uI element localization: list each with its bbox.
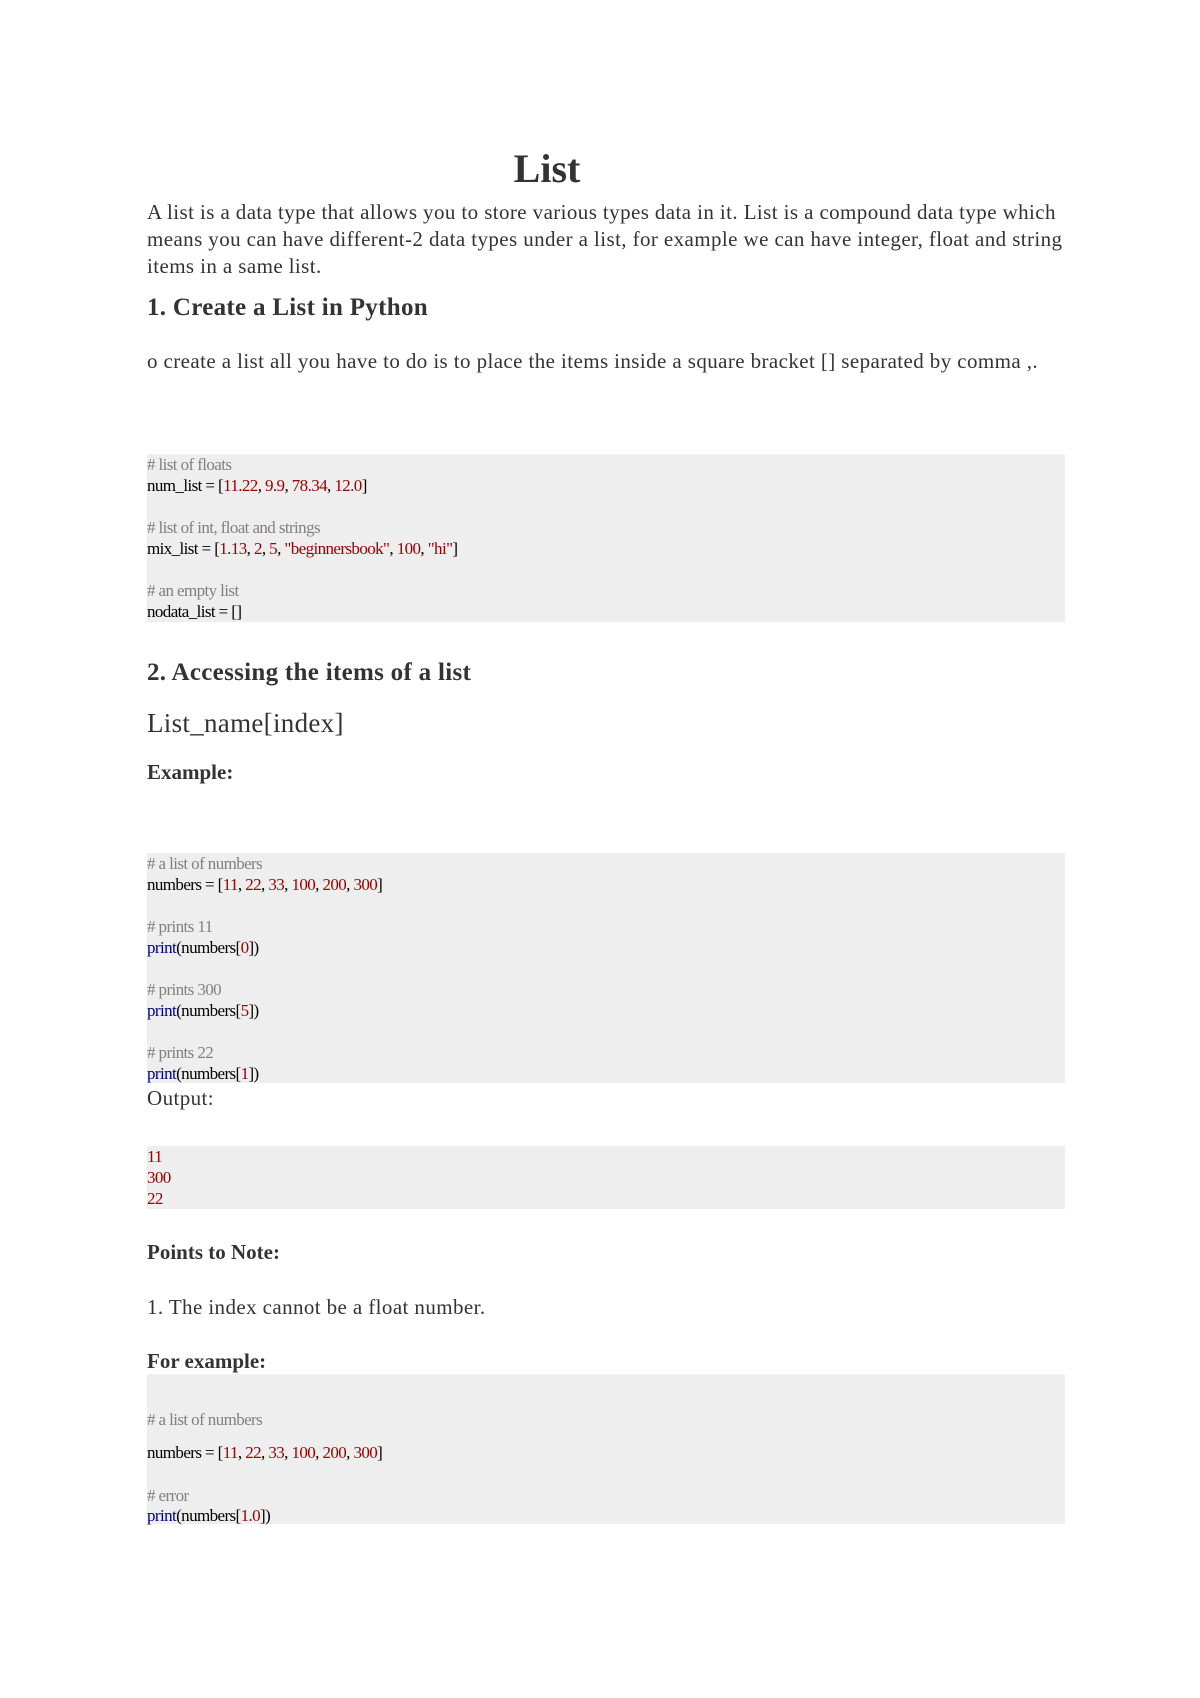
section1-text — [147, 348, 1065, 375]
section2-heading: 2. Accessing the items of a list — [147, 659, 472, 686]
code-comment: # an empty list — [147, 581, 239, 600]
code-line-mix-list: mix_list = [1.13, 2, 5, "beginnersbook", 100, "hi"] — [147, 539, 458, 558]
code-block-create-list — [147, 454, 1065, 622]
for-example-label: For example: — [147, 1349, 267, 1373]
output-line: 11 — [147, 1147, 163, 1166]
code-line-print: print(numbers[1]) — [147, 1064, 259, 1083]
code-comment: # prints 22 — [147, 1043, 214, 1062]
code-comment: # a list of numbers — [147, 854, 263, 873]
point-1: 1. The index cannot be a float number. — [147, 1295, 486, 1319]
output-block — [147, 1146, 1065, 1209]
syntax-line: List_name[index] — [147, 708, 344, 738]
example-label: Example: — [147, 760, 234, 784]
code-block-float-index — [147, 1374, 1065, 1524]
points-to-note-label: Points to Note: — [147, 1240, 280, 1264]
code-line-numbers: numbers = [11, 22, 33, 100, 200, 300] — [147, 875, 383, 894]
code-line-print-error: print(numbers[1.0]) — [147, 1506, 271, 1525]
code-block-access-list — [147, 853, 1065, 1083]
code-line-print: print(numbers[0]) — [147, 938, 259, 957]
code-comment: # a list of numbers — [147, 1410, 263, 1429]
code-line-num-list: num_list = [11.22, 9.9, 78.34, 12.0] — [147, 476, 367, 495]
code-comment: # error — [147, 1486, 189, 1505]
code-line-print: print(numbers[5]) — [147, 1001, 259, 1020]
output-line: 300 — [147, 1168, 171, 1187]
code-line-numbers: numbers = [11, 22, 33, 100, 200, 300] — [147, 1443, 383, 1462]
output-line: 22 — [147, 1189, 163, 1208]
code-comment: # list of int, float and strings — [147, 518, 320, 537]
intro-paragraph: A list is a data type that allows you to store various types data in it. List is a compound data type which means you can have different-2 data types under a list, for example we can have integer, float and string items in a same list. — [147, 200, 1063, 278]
output-label: Output: — [147, 1086, 214, 1110]
code-comment: # list of floats — [147, 455, 232, 474]
section1-text-content: o create a list all you have to do is to place the items inside a square bracket [] separated by comma ,. — [147, 349, 1039, 373]
page-title: List — [513, 146, 581, 191]
code-line-nodata-list: nodata_list = [] — [147, 602, 242, 621]
code-comment: # prints 300 — [147, 980, 222, 999]
section1-heading: 1. Create a List in Python — [147, 294, 428, 321]
code-comment: # prints 11 — [147, 917, 213, 936]
